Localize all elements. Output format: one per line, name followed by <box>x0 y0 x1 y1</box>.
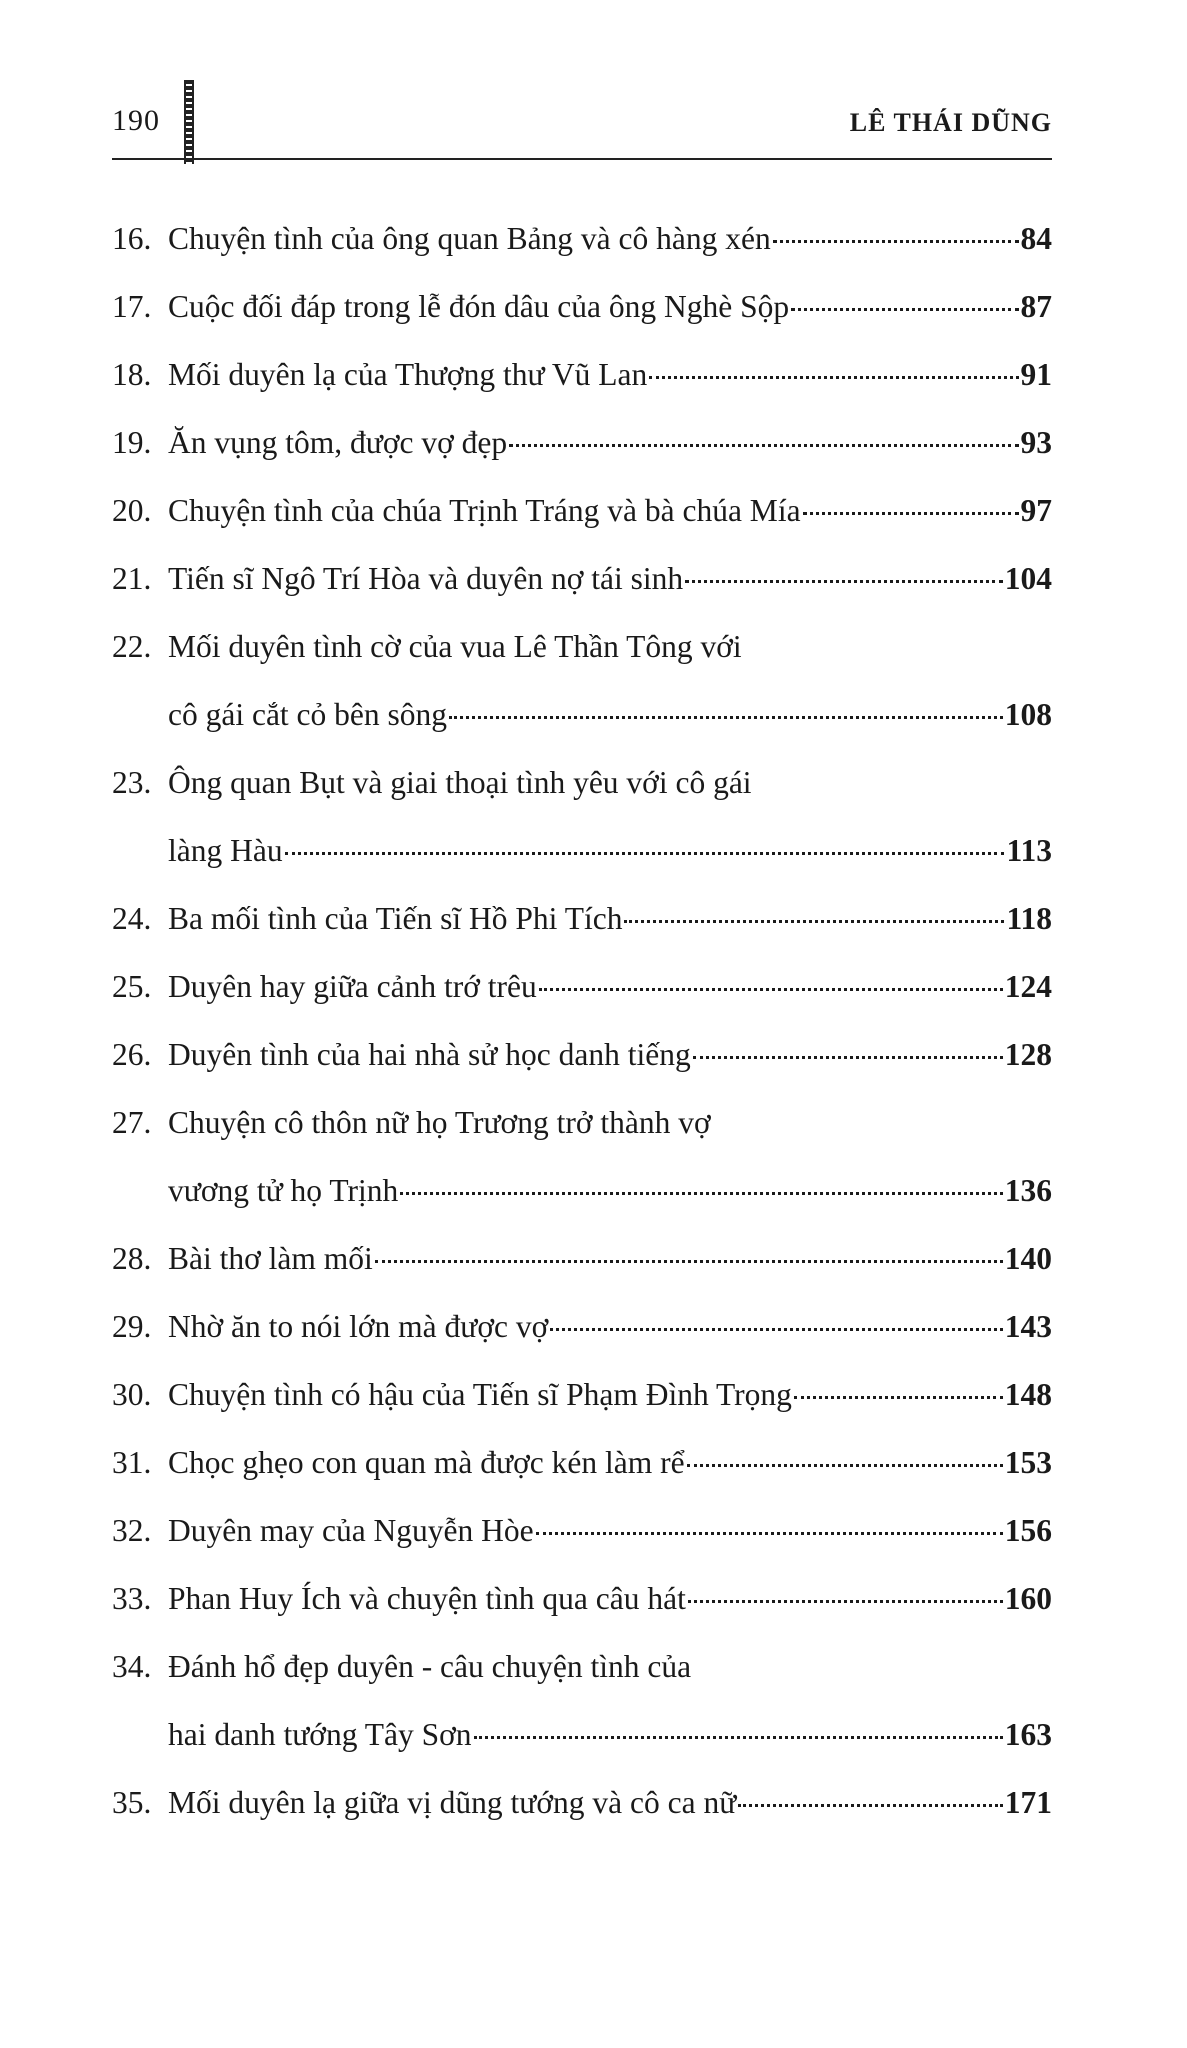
toc-entry-continuation-line <box>112 1157 1052 1225</box>
table-of-contents <box>112 205 1052 1837</box>
dot-leader <box>693 1056 1003 1059</box>
toc-entry-first-line <box>112 1361 1052 1429</box>
toc-entry-continuation-line <box>112 817 1052 885</box>
toc-entry-first-line <box>112 1089 1052 1157</box>
dot-leader <box>773 240 1019 243</box>
toc-entry-title: Duyên may của Nguyễn Hòe <box>168 1513 534 1548</box>
dot-leader <box>688 1600 1003 1603</box>
toc-entry-number: 18. <box>112 357 152 392</box>
toc-entry[interactable] <box>112 1429 1052 1497</box>
toc-entry[interactable] <box>112 477 1052 545</box>
toc-entry-title: Ba mối tình của Tiến sĩ Hồ Phi Tích <box>168 901 623 936</box>
toc-entry-first-line <box>112 1021 1052 1089</box>
toc-entry-title: Mối duyên tình cờ của vua Lê Thần Tông với <box>168 629 742 664</box>
toc-entry-first-line <box>112 1497 1052 1565</box>
toc-entry-number: 21. <box>112 561 152 596</box>
toc-entry-first-line <box>112 477 1052 545</box>
toc-entry-title: Chọc ghẹo con quan mà được kén làm rể <box>168 1445 685 1480</box>
dot-leader <box>685 580 1003 583</box>
toc-entry-first-line <box>112 1293 1052 1361</box>
toc-entry[interactable] <box>112 1293 1052 1361</box>
toc-entry[interactable] <box>112 409 1052 477</box>
toc-entry-number: 16. <box>112 221 152 256</box>
toc-entry-number: 35. <box>112 1785 152 1820</box>
header-rule <box>112 158 1052 160</box>
toc-entry-first-line <box>112 953 1052 1021</box>
toc-entry-page: 108 <box>1004 697 1052 732</box>
toc-entry-page: 124 <box>1004 969 1052 1004</box>
toc-entry[interactable] <box>112 205 1052 273</box>
page-header <box>112 100 1052 160</box>
toc-entry-title: cô gái cắt cỏ bên sông <box>168 697 448 732</box>
dot-leader <box>509 444 1018 447</box>
toc-entry-title: Duyên tình của hai nhà sử học danh tiếng <box>168 1037 691 1072</box>
toc-entry-first-line <box>112 409 1052 477</box>
toc-entry[interactable] <box>112 613 1052 749</box>
toc-entry-continuation-line <box>112 1701 1052 1769</box>
chain-ornament-icon <box>184 80 194 164</box>
toc-entry-number: 31. <box>112 1445 152 1480</box>
toc-entry-title: Mối duyên lạ của Thượng thư Vũ Lan <box>168 357 648 392</box>
dot-leader <box>624 920 1004 923</box>
toc-entry-number: 24. <box>112 901 152 936</box>
toc-entry-page: 153 <box>1004 1445 1052 1480</box>
toc-entry-number: 17. <box>112 289 152 324</box>
dot-leader <box>539 988 1003 991</box>
toc-entry-number: 25. <box>112 969 152 1004</box>
toc-entry-title: Đánh hổ đẹp duyên - câu chuyện tình của <box>168 1649 692 1684</box>
toc-entry-page: 156 <box>1004 1513 1052 1548</box>
toc-entry[interactable] <box>112 1565 1052 1633</box>
toc-entry-title: vương tử họ Trịnh <box>168 1173 399 1208</box>
toc-entry[interactable] <box>112 1769 1052 1837</box>
toc-entry-page: 136 <box>1004 1173 1052 1208</box>
toc-entry-title: Cuộc đối đáp trong lễ đón dâu của ông Nghè Sộp <box>168 289 790 324</box>
toc-entry[interactable] <box>112 1633 1052 1769</box>
toc-entry-title: hai danh tướng Tây Sơn <box>168 1717 472 1752</box>
dot-leader <box>794 1396 1003 1399</box>
toc-entry-number: 19. <box>112 425 152 460</box>
toc-entry-number: 28. <box>112 1241 152 1276</box>
toc-entry-first-line <box>112 1769 1052 1837</box>
toc-entry-first-line <box>112 1565 1052 1633</box>
toc-entry-title: Chuyện tình có hậu của Tiến sĩ Phạm Đình Trọng <box>168 1377 792 1412</box>
dot-leader <box>536 1532 1003 1535</box>
dot-leader <box>285 852 1005 855</box>
toc-entry-first-line <box>112 1429 1052 1497</box>
toc-entry-first-line <box>112 1633 1052 1701</box>
running-head-author: LÊ THÁI DŨNG <box>849 108 1052 137</box>
toc-entry-title: Chuyện tình của chúa Trịnh Tráng và bà chúa Mía <box>168 493 801 528</box>
toc-entry-title: Bài thơ làm mối <box>168 1241 373 1276</box>
toc-entry-title: Ăn vụng tôm, được vợ đẹp <box>168 425 508 460</box>
toc-entry-number: 32. <box>112 1513 152 1548</box>
dot-leader <box>687 1464 1003 1467</box>
toc-entry-page: 140 <box>1004 1241 1052 1276</box>
toc-entry-page: 128 <box>1004 1037 1052 1072</box>
page-number: 190 <box>112 104 160 137</box>
toc-entry-page: 104 <box>1004 561 1052 596</box>
toc-entry[interactable] <box>112 1497 1052 1565</box>
toc-entry-number: 30. <box>112 1377 152 1412</box>
toc-entry-page: 171 <box>1004 1785 1052 1820</box>
toc-entry-title: làng Hàu <box>168 833 283 868</box>
toc-entry-number: 22. <box>112 629 152 664</box>
toc-entry[interactable] <box>112 545 1052 613</box>
dot-leader <box>738 1804 1002 1807</box>
toc-entry-title: Tiến sĩ Ngô Trí Hòa và duyên nợ tái sinh <box>168 561 684 596</box>
toc-entry-page: 148 <box>1004 1377 1052 1412</box>
toc-entry-page: 91 <box>1020 357 1052 392</box>
dot-leader <box>449 716 1003 719</box>
toc-entry-number: 20. <box>112 493 152 528</box>
toc-entry-title: Ông quan Bụt và giai thoại tình yêu với cô gái <box>168 765 752 800</box>
dot-leader <box>375 1260 1003 1263</box>
dot-leader <box>791 308 1018 311</box>
toc-entry[interactable] <box>112 885 1052 953</box>
toc-entry[interactable] <box>112 341 1052 409</box>
toc-entry-number: 23. <box>112 765 152 800</box>
toc-entry-title: Nhờ ăn to nói lớn mà được vợ <box>168 1309 549 1344</box>
toc-entry-first-line <box>112 205 1052 273</box>
toc-entry-first-line <box>112 273 1052 341</box>
toc-entry-title: Duyên hay giữa cảnh trớ trêu <box>168 969 537 1004</box>
toc-entry[interactable] <box>112 1225 1052 1293</box>
dot-leader <box>803 512 1019 515</box>
dot-leader <box>550 1328 1002 1331</box>
toc-entry[interactable] <box>112 749 1052 885</box>
toc-entry-title: Mối duyên lạ giữa vị dũng tướng và cô ca nữ <box>168 1785 737 1820</box>
toc-entry[interactable] <box>112 1361 1052 1429</box>
toc-entry-first-line <box>112 885 1052 953</box>
toc-entry-first-line <box>112 1225 1052 1293</box>
toc-entry-first-line <box>112 749 1052 817</box>
toc-entry-page: 160 <box>1004 1581 1052 1616</box>
dot-leader <box>400 1192 1003 1195</box>
toc-entry-first-line <box>112 613 1052 681</box>
toc-entry[interactable] <box>112 1089 1052 1225</box>
toc-entry-page: 113 <box>1006 833 1052 868</box>
toc-entry-number: 27. <box>112 1105 152 1140</box>
toc-entry-first-line <box>112 341 1052 409</box>
toc-entry-page: 118 <box>1006 901 1052 936</box>
toc-entry-page: 84 <box>1020 221 1052 256</box>
toc-entry-first-line <box>112 545 1052 613</box>
toc-entry[interactable] <box>112 273 1052 341</box>
toc-entry-title: Chuyện tình của ông quan Bảng và cô hàng xén <box>168 221 771 256</box>
toc-entry-number: 29. <box>112 1309 152 1344</box>
toc-entry-page: 87 <box>1020 289 1052 324</box>
toc-entry-number: 34. <box>112 1649 152 1684</box>
toc-entry-continuation-line <box>112 681 1052 749</box>
toc-entry-number: 33. <box>112 1581 152 1616</box>
toc-entry-number: 26. <box>112 1037 152 1072</box>
toc-entry[interactable] <box>112 953 1052 1021</box>
toc-entry-page: 97 <box>1020 493 1052 528</box>
toc-entry[interactable] <box>112 1021 1052 1089</box>
dot-leader <box>649 376 1018 379</box>
toc-entry-page: 143 <box>1004 1309 1052 1344</box>
toc-entry-title: Chuyện cô thôn nữ họ Trương trở thành vợ <box>168 1105 711 1140</box>
toc-entry-page: 163 <box>1004 1717 1052 1752</box>
toc-entry-page: 93 <box>1020 425 1052 460</box>
dot-leader <box>474 1736 1003 1739</box>
toc-entry-title: Phan Huy Ích và chuyện tình qua câu hát <box>168 1581 686 1616</box>
